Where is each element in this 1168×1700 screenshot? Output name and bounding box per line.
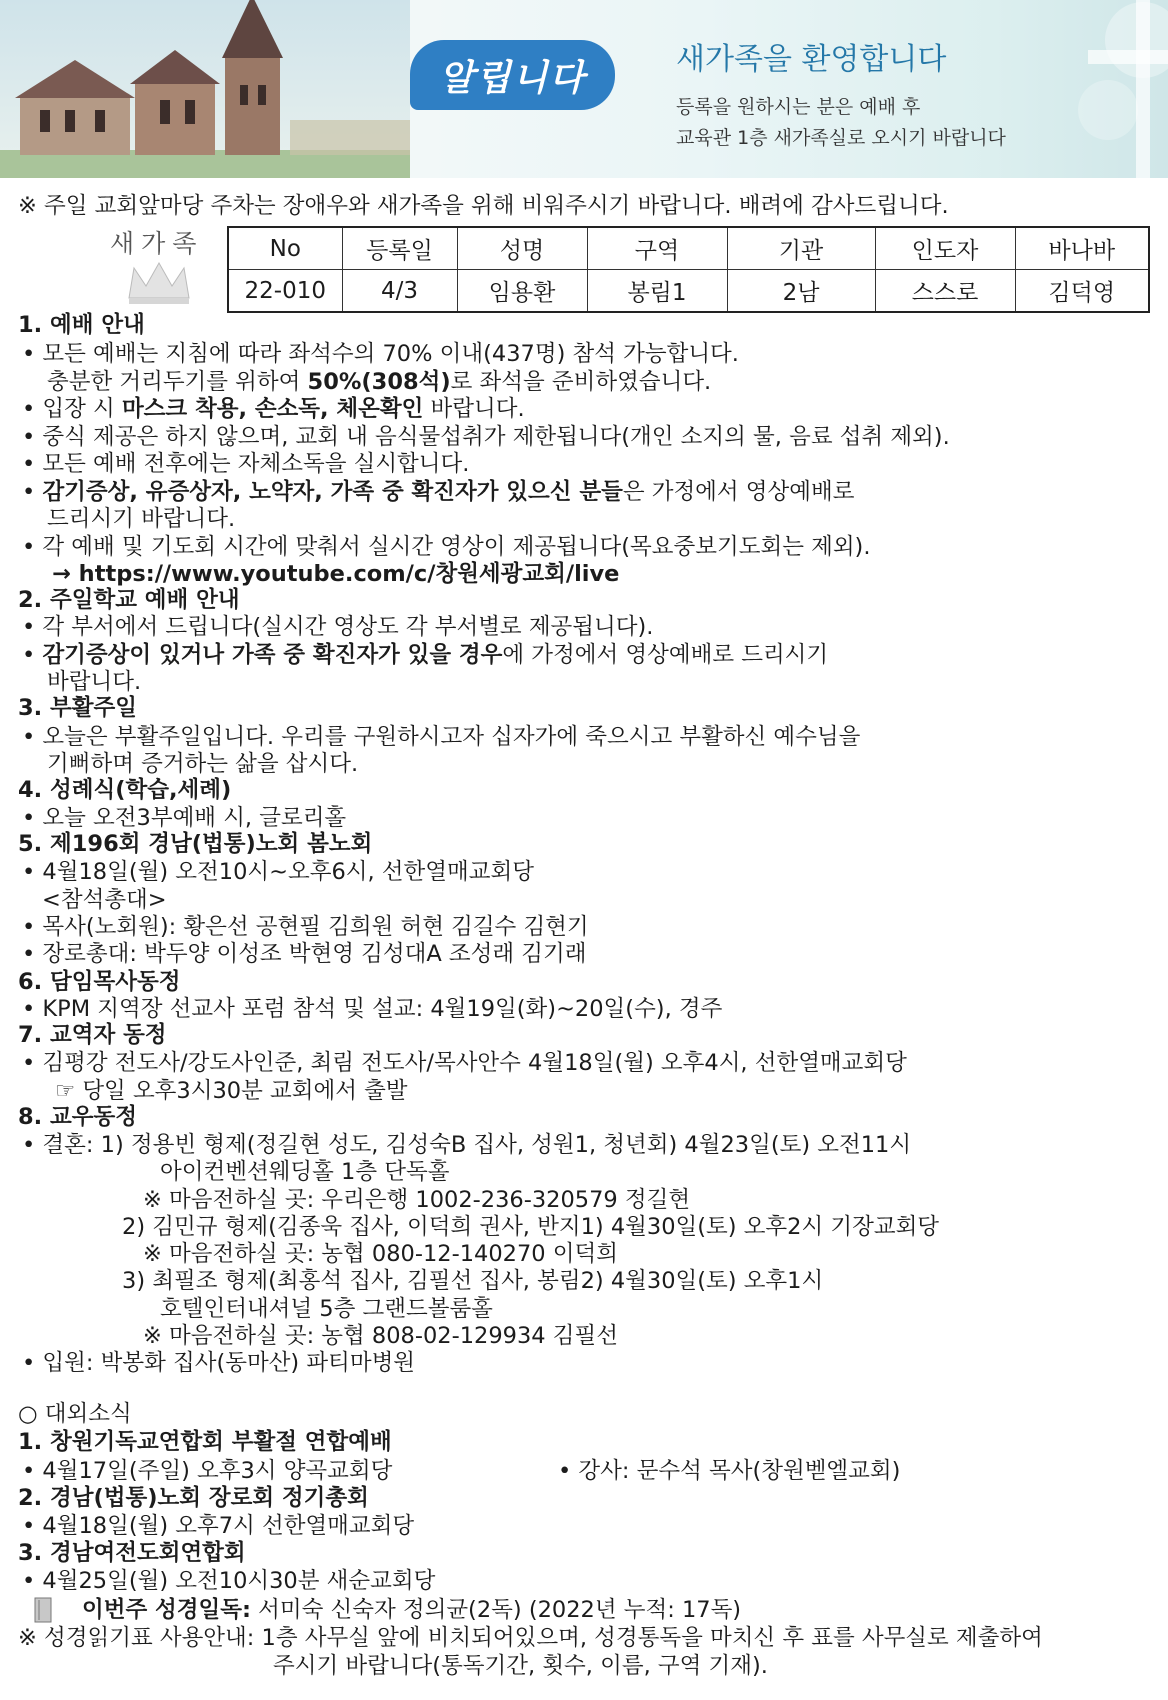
table-header-row	[228, 227, 1149, 270]
welcome-line-2: 교육관 1층 새가족실로 오시기 바랍니다	[676, 127, 1006, 149]
cell-barnabas: 김덕영	[1015, 270, 1149, 313]
bible-reading-line	[82, 1597, 741, 1624]
s8-line-5: ※ 마음전하실 곳: 농협 080-12-140270 이덕희	[143, 1241, 618, 1267]
cell-reg-date: 4/3	[342, 270, 457, 313]
s8-line-3: ※ 마음전하실 곳: 우리은행 1002-236-320579 정길현	[143, 1187, 691, 1213]
s1-line-5: • 모든 예배 전후에는 자체소독을 실시합니다.	[22, 451, 470, 477]
s2-line-2-tail: 에 가정에서 영상예배로 드리시기	[502, 642, 829, 668]
s1-line-6-tail: 은 가정에서 영상예배로	[622, 479, 855, 505]
s1-mask-rules: 마스크 착용, 손소독, 체온확인	[121, 396, 424, 422]
s5-line-4: • 장로총대: 박두양 이성조 박현영 김성대A 조성래 김기래	[22, 941, 587, 967]
s8-line-6: 3) 최필조 형제(최홍석 집사, 김필선 집사, 봉림2) 4월30일(토) 오후1시	[122, 1268, 824, 1294]
ext-item-2-title: 2. 경남(법통)노회 장로회 정기총회	[18, 1485, 369, 1511]
ext-item-1-speaker: • 강사: 문수석 목사(창원벧엘교회)	[558, 1458, 901, 1484]
section-4-title: 4. 성례식(학습,세례)	[18, 777, 232, 803]
bible-reading-note-2: 주시기 바랍니다(통독기간, 횟수, 이름, 구역 기재).	[273, 1653, 768, 1679]
youtube-live-link[interactable]: → https://www.youtube.com/c/창원세광교회/live	[52, 561, 620, 587]
s8-line-7: 호텔인터내셔널 5층 그랜드볼룸홀	[160, 1296, 493, 1322]
s5-line-1: • 4월18일(월) 오전10시~오후6시, 선한열매교회당	[22, 859, 534, 885]
s8-line-4: 2) 김민규 형제(김종욱 집사, 이덕희 권사, 반지1) 4월30일(토) 오후2시 기장교회당	[122, 1214, 940, 1240]
registration-label: 새가족	[110, 229, 204, 258]
book-icon	[34, 1597, 52, 1623]
section-3-title: 3. 부활주일	[18, 695, 137, 721]
ext-item-2-line: • 4월18일(월) 오후7시 선한열매교회당	[22, 1513, 415, 1539]
s8-line-9: • 입원: 박봉화 집사(동마산) 파티마병원	[22, 1350, 416, 1376]
s7-line-1: • 김평강 전도사/강도사인준, 최림 전도사/목사안수 4월18일(월) 오후4시, 선한열매교회당	[22, 1050, 907, 1076]
cell-district: 봉림1	[587, 270, 727, 313]
s1-line-8: • 각 예배 및 기도회 시간에 맞춰서 실시간 영상이 제공됩니다(목요중보기도회는 제외).	[22, 534, 871, 560]
s1-symptom-notice: 감기증상, 유증상자, 노약자, 가족 중 확진자가 있으신 분들	[42, 479, 623, 505]
section-7-title: 7. 교역자 동정	[18, 1022, 167, 1048]
s1-line-3-tail: 바랍니다.	[423, 396, 525, 422]
s1-line-3	[22, 396, 525, 423]
crown-icon	[124, 258, 194, 308]
section-2-title: 2. 주일학교 예배 안내	[18, 587, 240, 613]
s1-line-3-text: • 입장 시	[22, 396, 122, 422]
cell-group: 2남	[727, 270, 875, 313]
table-row	[228, 270, 1149, 313]
s1-line-6-bullet: •	[22, 479, 43, 505]
external-news-title: ○ 대외소식	[18, 1401, 132, 1427]
bible-reading-label: 이번주 성경일독:	[82, 1597, 251, 1623]
s5-line-2: <참석총대>	[42, 887, 167, 913]
col-group: 기관	[727, 227, 875, 270]
col-district: 구역	[587, 227, 727, 270]
new-member-table	[227, 226, 1150, 313]
welcome-title: 새가족을 환영합니다	[676, 42, 947, 77]
welcome-line-1: 등록을 원하시는 분은 예배 후	[676, 96, 921, 118]
header-banner	[0, 0, 1168, 178]
ext-item-3-title: 3. 경남여전도회연합회	[18, 1540, 246, 1566]
col-reg-date: 등록일	[342, 227, 457, 270]
ext-item-1-line: • 4월17일(주일) 오후3시 양곡교회당	[22, 1458, 393, 1484]
col-guide: 인도자	[875, 227, 1015, 270]
bible-reading-note-1: ※ 성경읽기표 사용안내: 1층 사무실 앞에 비치되어있으며, 성경통독을 마치신 후 표를 사무실로 제출하여	[18, 1625, 1043, 1651]
s7-line-2: ☞ 당일 오후3시30분 교회에서 출발	[55, 1078, 408, 1104]
s2-line-1: • 각 부서에서 드립니다(실시간 영상도 각 부서별로 제공됩니다).	[22, 614, 654, 640]
section-1-title: 1. 예배 안내	[18, 312, 145, 338]
s1-line-7: 드리시기 바랍니다.	[47, 506, 236, 532]
announcement-banner: 알립니다	[410, 40, 615, 110]
col-name: 성명	[457, 227, 587, 270]
s2-line-2-bullet: •	[22, 642, 43, 668]
s4-line-1: • 오늘 오전3부예배 시, 글로리홀	[22, 805, 347, 831]
section-6-title: 6. 담임목사동정	[18, 969, 181, 995]
s2-symptom-notice: 감기증상이 있거나 가족 중 확진자가 있을 경우	[42, 642, 503, 668]
bible-reading-names: 서미숙 신숙자 정의균(2독) (2022년 누적: 17독)	[250, 1597, 742, 1623]
s8-line-8: ※ 마음전하실 곳: 농협 808-02-129934 김필선	[143, 1323, 618, 1349]
s3-line-1: • 오늘은 부활주일입니다. 우리를 구원하시고자 십자가에 죽으시고 부활하신 예수님을	[22, 724, 861, 750]
s1-line-2	[47, 369, 711, 396]
cell-name: 임용환	[457, 270, 587, 313]
cell-no: 22-010	[228, 270, 342, 313]
s6-line-1: • KPM 지역장 선교사 포럼 참석 및 설교: 4월19일(화)~20일(수), 경주	[22, 996, 723, 1022]
s2-line-3: 바랍니다.	[47, 669, 142, 695]
s1-line-6	[22, 479, 854, 506]
section-5-title: 5. 제196회 경남(법통)노회 봄노회	[18, 831, 373, 857]
s1-line-2-tail: 로 좌석을 준비하였습니다.	[450, 369, 712, 395]
ext-item-1-title: 1. 창원기독교연합회 부활절 연합예배	[18, 1429, 392, 1455]
s8-line-1: • 결혼: 1) 정용빈 형제(정길현 성도, 김성숙B 집사, 성원1, 청년회) 4월23일(토) 오전11시	[22, 1132, 912, 1158]
col-barnabas: 바나바	[1015, 227, 1149, 270]
s5-line-3: • 목사(노회원): 황은선 공현필 김희원 허현 김길수 김현기	[22, 914, 589, 940]
s1-line-4: • 중식 제공은 하지 않으며, 교회 내 음식물섭취가 제한됩니다(개인 소지의 물, 음료 섭취 제외).	[22, 424, 950, 450]
cross-decoration-icon	[1048, 0, 1168, 178]
s1-line-1: • 모든 예배는 지침에 따라 좌석수의 70% 이내(437명) 참석 가능합니다.	[22, 341, 739, 367]
cell-guide: 스스로	[875, 270, 1015, 313]
s1-line-2-text: 충분한 거리두기를 위하여	[47, 369, 308, 395]
s3-line-2: 기뻐하며 증거하는 삶을 삽시다.	[47, 751, 359, 777]
s1-seat-count: 50%(308석)	[307, 369, 451, 395]
parking-notice: ※ 주일 교회앞마당 주차는 장애우와 새가족을 위해 비워주시기 바랍니다. 배려에 감사드립니다.	[18, 193, 949, 219]
section-8-title: 8. 교우동정	[18, 1104, 137, 1130]
ext-item-3-line: • 4월25일(월) 오전10시30분 새순교회당	[22, 1568, 436, 1594]
col-no: No	[228, 227, 342, 270]
s8-line-2: 아이컨벤션웨딩홀 1층 단독홀	[160, 1159, 450, 1185]
church-illustration-icon	[0, 0, 410, 178]
s2-line-2	[22, 642, 828, 669]
